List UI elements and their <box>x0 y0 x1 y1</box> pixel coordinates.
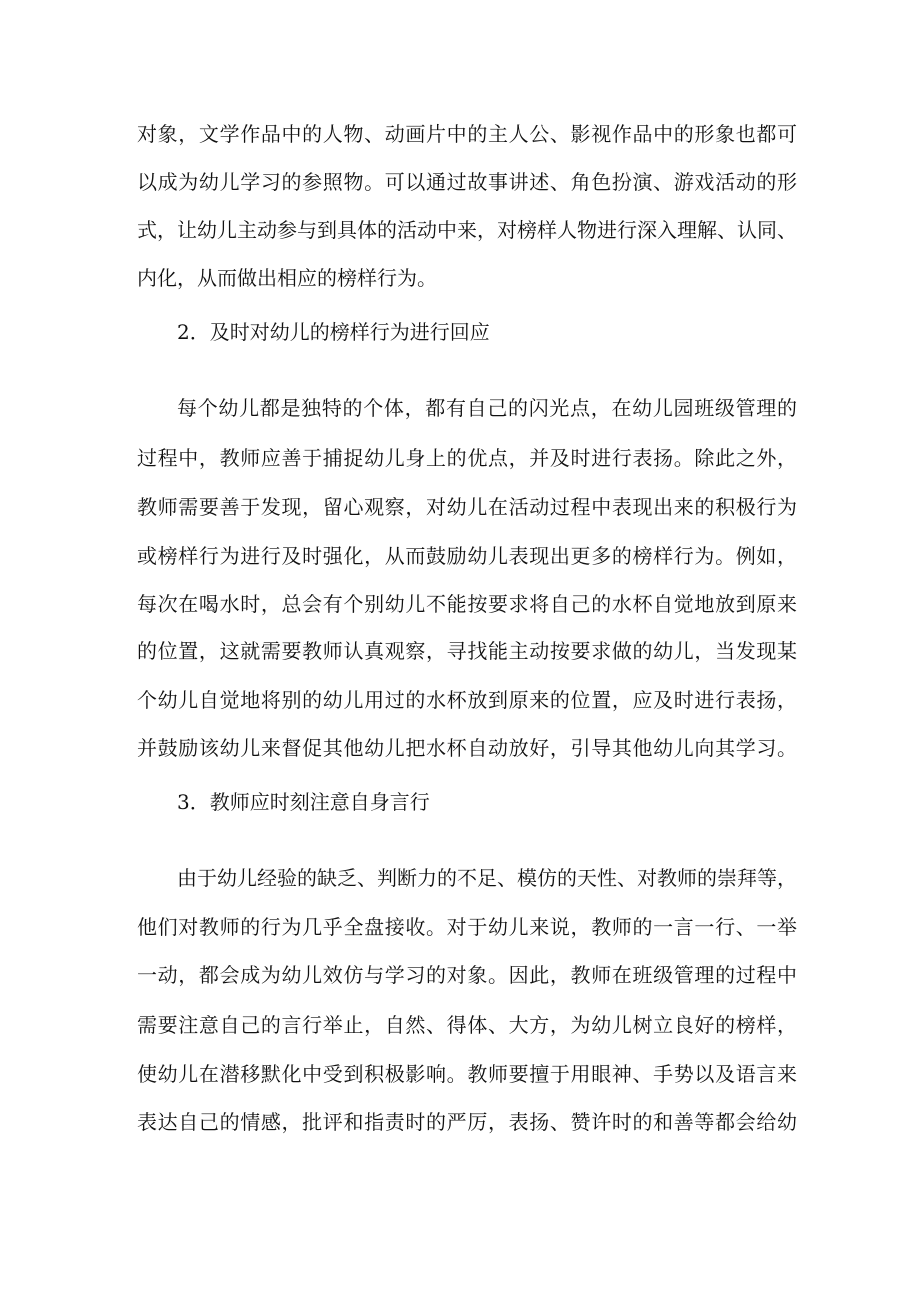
paragraph-line: 或榜样行为进行及时强化，从而鼓励幼儿表现出更多的榜样行为。例如， <box>137 544 797 568</box>
paragraph-line: 使幼儿在潜移默化中受到积极影响。教师要擅于用眼神、手势以及语言来 <box>137 1062 797 1086</box>
section-heading: 2．及时对幼儿的榜样行为进行回应 <box>177 320 490 344</box>
paragraph-line: 个幼儿自觉地将别的幼儿用过的水杯放到原来的位置，应及时进行表扬， <box>137 688 797 712</box>
section-heading: 3．教师应时刻注意自身言行 <box>177 790 430 814</box>
paragraph-line: 他们对教师的行为几乎全盘接收。对于幼儿来说，教师的一言一行、一举 <box>137 915 797 939</box>
paragraph-line: 每次在喝水时，总会有个别幼儿不能按要求将自己的水杯自觉地放到原来 <box>137 592 797 616</box>
paragraph-line: 内化，从而做出相应的榜样行为。 <box>137 266 437 290</box>
paragraph-line: 以成为幼儿学习的参照物。可以通过故事讲述、角色扮演、游戏活动的形 <box>137 170 797 194</box>
paragraph-line: 教师需要善于发现，留心观察，对幼儿在活动过程中表现出来的积极行为 <box>137 495 797 519</box>
paragraph-line: 对象，文学作品中的人物、动画片中的主人公、影视作品中的形象也都可 <box>137 122 797 146</box>
paragraph-line: 表达自己的情感，批评和指责时的严厉，表扬、赞许时的和善等都会给幼 <box>137 1110 797 1134</box>
paragraph-line: 式，让幼儿主动参与到具体的活动中来，对榜样人物进行深入理解、认同、 <box>137 218 797 242</box>
paragraph-line: 的位置，这就需要教师认真观察，寻找能主动按要求做的幼儿，当发现某 <box>137 639 797 663</box>
paragraph-line: 并鼓励该幼儿来督促其他幼儿把水杯自动放好，引导其他幼儿向其学习。 <box>137 736 797 760</box>
paragraph-line: 每个幼儿都是独特的个体，都有自己的闪光点，在幼儿园班级管理的 <box>177 396 797 420</box>
paragraph-line: 需要注意自己的言行举止，自然、得体、大方，为幼儿树立良好的榜样， <box>137 1013 797 1037</box>
paragraph-line: 由于幼儿经验的缺乏、判断力的不足、模仿的天性、对教师的崇拜等， <box>177 866 797 890</box>
paragraph-line: 过程中，教师应善于捕捉幼儿身上的优点，并及时进行表扬。除此之外， <box>137 446 797 470</box>
paragraph-line: 一动，都会成为幼儿效仿与学习的对象。因此，教师在班级管理的过程中 <box>137 963 797 987</box>
